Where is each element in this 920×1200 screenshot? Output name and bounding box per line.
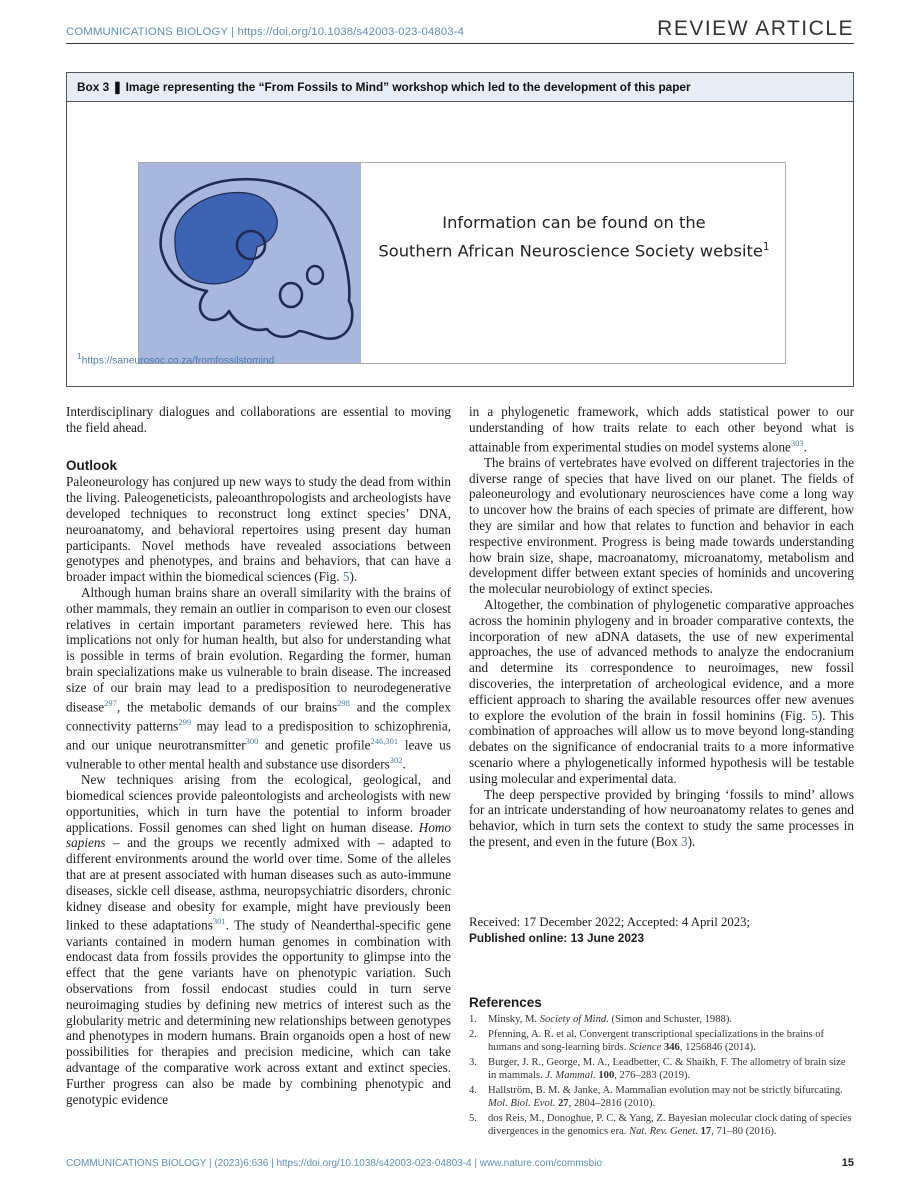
info-footnote-mark: 1: [762, 241, 770, 253]
box-3-link[interactable]: 3: [681, 833, 688, 849]
citation[interactable]: 299: [178, 716, 192, 727]
citation[interactable]: 303: [790, 437, 804, 448]
fig-5-link[interactable]: 5: [811, 707, 818, 723]
references-heading: References: [469, 995, 542, 1010]
running-header-journal: COMMUNICATIONS BIOLOGY | https://doi.org/10.1038/s42003-023-04803-4: [66, 26, 464, 38]
info-line-2: Southern African Neuroscience Society website$^1$: [378, 241, 770, 261]
article-dates: [469, 914, 854, 946]
citation[interactable]: 302: [389, 755, 403, 766]
section-heading-outlook: Outlook: [66, 457, 117, 473]
left-column: [66, 404, 451, 1107]
citation[interactable]: 300: [245, 735, 259, 746]
published-online: Published online: 13 June 2023: [469, 931, 645, 945]
received-accepted: Received: 17 December 2022; Accepted: 4 April 2023;: [469, 915, 751, 929]
right-column: [469, 404, 854, 850]
box-footnote: $^1$https://saneurosoc.co.za/fromfossilstomind: [77, 351, 275, 367]
paragraph-continued: in a phylogenetic framework, which adds statistical power to our understanding of how traits relate to each other beyond what is attainable from experimental studies on model systems alone$^{303}$.: [469, 404, 854, 454]
fig-5-link[interactable]: 5: [342, 569, 350, 585]
skull-icon: [139, 163, 361, 363]
running-footer-journal: COMMUNICATIONS BIOLOGY | (2023)6:636 | https://doi.org/10.1038/s42003-023-04803-4 | www.nature.com/commsbio: [66, 1158, 603, 1169]
reference-item: 5. dos Reis, M., Donoghue, P. C. & Yang, Z. Bayesian molecular clock dating of species divergences in the genomics era. Nat. Rev. Genet. 17, 71–80 (2016).: [469, 1113, 852, 1137]
reference-item: 1. Minsky, M. Society of Mind. (Simon and Schuster, 1988).: [469, 1014, 733, 1025]
outlook-paragraph-2: Although human brains share an overall similarity with the brains of other mammals, they remain an outlier in comparison to even our closest relatives in certain important parameters reviewed here. This has implications not only for human health, but also for understanding what is possible in terms of brain evolution. Regarding the former, human brain specializations make us vulnerable to brain disease. The increased size of our brain may lead to a predisposition to neurodegenerative disease$^{297}$, the metabolic demands of our brains$^{298}$ and the complex connectivity patterns$^{299}$ may lead to a predisposition to schizophrenia, and our unique neurotransmitter$^{300}$ and genetic profile$^{246,301}$ leave us vulnerable to other mental health and substance use disorders$^{302}$.: [66, 584, 452, 772]
outlook-paragraph-3: New techniques arising from the ecological, geological, and biomedical sciences provide paleontologists and archeologists with new opportunities, which in turn have the potential to inform broader applications. Fossil genomes can shed light on human disease. Homo sapiens – and the groups we recently admixed with – adapted to different environments around the world over time. Some of the alleles that are at present associated with human diseases such as auto-immune diseases, sickle cell disease, asthma, neuropsychiatric disorders, chronic kidney disease and obesity for example, might have previously been linked to these adaptations$^{301}$. The study of Neanderthal-specific gene variants contained in modern human genomes in combination with endocast data from fossils provides the opportunity to glimpse into the effect that the gene variants have on phenotypic variation. Such observations from fossil endocast studies could in turn serve neuroimaging studies by defining new metrics of interest such as the globularity metric and determining new relationships between genotypes and phenotypes in modern humans. Brain organoids open a host of new possibilities for therapies and precision medicine, which can take advantage of the comparative work across extant and extinct species. Further progress can also be made by combining phenotypic and genotypic evidence: [66, 772, 452, 1107]
paragraph-altogether: Altogether, the combination of phylogenetic comparative approaches across the hominin phylogeny and in broader comparative contexts, the incorporation of new aDNA datasets, the use of new experimental approaches, the use of advanced methods to analyze the endocranium and determine its correspondence to neuroimages, new fossil discoveries, the interpretation of archeological evidence, and a more efficient approach to sharing the available resources offer new avenues to explore the evolution of the brain in fossil hominins (Fig. 5). This combination of approaches will allow us to move beyond long-standing debates on the significance of endocranial traits to a more informative scenario where a phylogenetically informed hypothesis will be testable using molecular and experimental data.: [469, 596, 854, 786]
box-3: [66, 72, 854, 387]
intro-paragraph: Interdisciplinary dialogues and collaborations are essential to moving the field ahead.: [66, 404, 451, 435]
skull-brain-illustration: [139, 163, 361, 363]
box-title: Box 3 ❚ Image representing the “From Fossils to Mind” workshop which led to the development of this paper: [67, 73, 853, 102]
reference-item: 4. Hallström, B. M. & Janke, A. Mammalian evolution may not be strictly bifurcating. Mol. Biol. Evol. 27, 2804–2816 (2010).: [469, 1085, 843, 1109]
paragraph-deep-perspective: The deep perspective provided by bringing ‘fossils to mind’ allows for an intricate understanding of how neuroanatomy relates to genes and behavior, which in turn sets the context to study the same processes in the present, and even in the future (Box 3).: [469, 786, 854, 849]
citation[interactable]: 297: [104, 697, 117, 708]
reference-item: 3. Burger, J. R., George, M. A., Leadbetter, C. & Shaikh, F. The allometry of brain size in mammals. J. Mammal. 100, 276–283 (2019).: [469, 1057, 846, 1081]
page-number: 15: [841, 1157, 854, 1169]
workshop-figure: [138, 162, 786, 364]
reference-item: 2. Pfenning, A. R. et al. Convergent transcriptional specializations in the brains of humans and song-learning birds. Science 346, 1256846 (2014).: [469, 1029, 825, 1053]
citation[interactable]: 301: [212, 916, 226, 927]
outlook-paragraph-1: Paleoneurology has conjured up new ways to study the dead from within the living. Paleogeneticists, paleoanthropologists and archeologists have developed techniques to reconstruct long extinct species’ DNA, neuroanatomy, and behavioral repertoires using present day human participants. Novel methods have revealed associations between genotypes and phenotypes, and brains and behaviors, that can have a broader impact within the biomedical sciences (Fig. 5).: [66, 474, 451, 585]
header-divider: [66, 43, 854, 44]
citation[interactable]: 298: [337, 697, 350, 708]
paragraph-vertebrates: The brains of vertebrates have evolved on different trajectories in the diverse range of species that have lived on our planet. The fields of paleoneurology and evolutionary neurosciences have come a long way to uncover how the brains of each species of primate are different, how they are similar and how that relates to function and behavior in each respective environment. Progress is being made towards understanding how brain size, shape, macroanatomy, microanatomy, metabolism and development differ between extant species of hominids and uncovering the molecular neurobiology of extinct species.: [469, 454, 854, 597]
info-line-1: Information can be found on the: [442, 213, 706, 232]
references-section: [469, 995, 854, 1140]
info-text: [361, 211, 787, 263]
article-type-label: REVIEW ARTICLE: [657, 17, 854, 40]
citation[interactable]: 246,301: [370, 735, 399, 746]
workshop-link[interactable]: https://saneurosoc.co.za/fromfossilstomind: [81, 355, 275, 367]
